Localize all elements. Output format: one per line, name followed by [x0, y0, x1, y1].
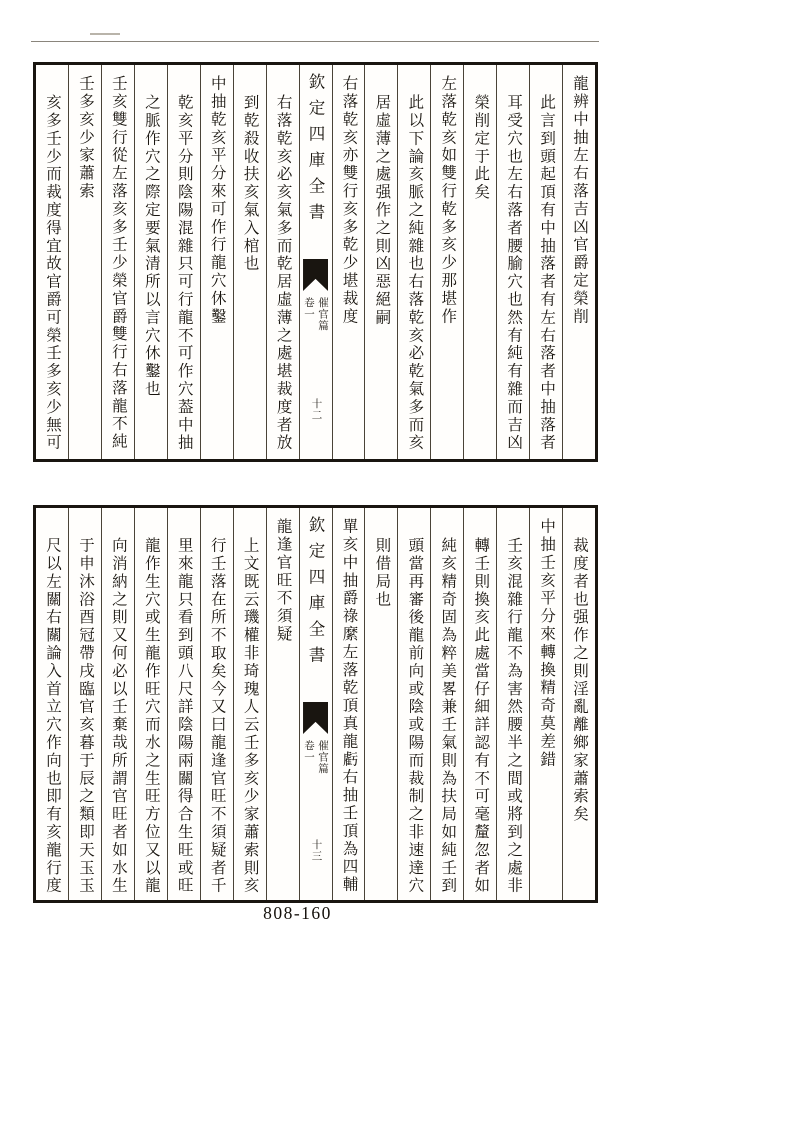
folio-bottom-half — [33, 505, 598, 903]
verse-column: 單亥中抽爵祿縻左落乾頂真龍虧右抽壬頂為四輔 — [332, 508, 365, 900]
reprint-page-number: 808-160 — [263, 903, 332, 923]
colophon-book-volume — [302, 297, 329, 332]
commentary-column: 轉壬則換亥此處當仔細詳認有不可毫釐忽者如 — [463, 508, 496, 900]
verse-column: 壬亥雙行從左落亥多壬少榮官爵雙行右落龍不純 — [101, 65, 134, 459]
verse-column: 右落乾亥亦雙行亥多乾少堪裁度 — [332, 65, 365, 459]
commentary-column: 裁度者也强作之則淫亂離鄉家蕭索矣 — [562, 508, 595, 900]
fishtail-mark-icon — [303, 259, 328, 291]
commentary-column: 則借局也 — [364, 508, 397, 900]
folio-number: 十三 — [310, 839, 322, 862]
commentary-column: 上文既云璣權非琦瑰人云壬多亥少家蕭索則亥 — [233, 508, 266, 900]
commentary-column: 壬亥混雜行龍不為害然腰半之間或將到之處非 — [496, 508, 529, 900]
verse-column: 龍逢官旺不須疑 — [266, 508, 299, 900]
verse-column: 壬多亥少家蕭索 — [68, 65, 101, 459]
colophon-volume: 卷一 — [303, 297, 315, 320]
colophon-book-volume — [302, 740, 329, 775]
commentary-column: 此以下論亥脈之純雜也右落乾亥必乾氣多而亥 — [397, 65, 430, 459]
commentary-column: 居虛薄之處强作之則凶惡絕嗣 — [364, 65, 397, 459]
verse-column: 中抽壬亥平分來轉換精奇莫差錯 — [529, 508, 562, 900]
verse-column: 龍辨中抽左右落吉凶官爵定榮削 — [562, 65, 595, 459]
scan-edge-artifact — [31, 41, 599, 42]
commentary-column: 尺以左關右關論入首立穴作向也即有亥龍行度 — [44, 537, 61, 895]
commentary-column: 于申沐浴酉冠帶戌臨官亥暮于辰之類即天玉玉 — [68, 508, 101, 900]
commentary-column: 榮削定于此矣 — [463, 65, 496, 459]
scan-edge-artifact — [90, 33, 120, 35]
commentary-column: 乾亥平分則陰陽混雜只可行龍不可作穴葢中抽 — [167, 65, 200, 459]
folio-number: 十二 — [310, 398, 322, 421]
commentary-column: 亥多壬少而裁度得宜故官爵可榮壬多亥少無可 — [44, 94, 61, 452]
verse-column: 左落乾亥如雙行乾多亥少那堪作 — [430, 65, 463, 459]
colophon-title: 欽定四庫全書 — [306, 516, 326, 672]
commentary-column: 行壬落在所不取矣今又曰龍逢官旺不須疑者千 — [200, 508, 233, 900]
commentary-column: 頭當再審後龍前向或陰或陽而裁制之非速達穴 — [397, 508, 430, 900]
commentary-column: 到乾殺收扶亥氣入棺也 — [233, 65, 266, 459]
colophon-volume: 卷一 — [303, 740, 315, 763]
commentary-column: 之脈作穴之際定要氣清所以言穴休鑿也 — [134, 65, 167, 459]
commentary-column: 向消納之則又何必以壬棄哉所謂官旺者如水生 — [101, 508, 134, 900]
commentary-column: 純亥精奇固為粹美畧兼壬氣則為扶局如純壬到 — [430, 508, 463, 900]
folio-top-half — [33, 62, 598, 462]
fishtail-mark-icon — [303, 702, 328, 734]
commentary-column: 里來龍只看到頭八尺詳陰陽兩關得合生旺或旺 — [167, 508, 200, 900]
colophon-column — [299, 508, 332, 900]
commentary-column: 耳受穴也左右落者腰腧穴也然有純有雜而吉凶 — [496, 65, 529, 459]
colophon-title: 欽定四庫全書 — [306, 73, 326, 229]
commentary-column: 此言到頭起頂有中抽落者有左右落者中抽落者 — [529, 65, 562, 459]
verse-column: 中抽乾亥平分來可作行龍穴休鑿 — [200, 65, 233, 459]
colophon-book-title: 催官篇 — [317, 740, 329, 775]
commentary-column: 龍作生穴或生龍作旺穴而水之生旺方位又以龍 — [134, 508, 167, 900]
commentary-column: 右落乾亥必亥氣多而乾居虛薄之處堪裁度者放 — [266, 65, 299, 459]
colophon-column — [299, 65, 332, 459]
colophon-book-title: 催官篇 — [317, 297, 329, 332]
